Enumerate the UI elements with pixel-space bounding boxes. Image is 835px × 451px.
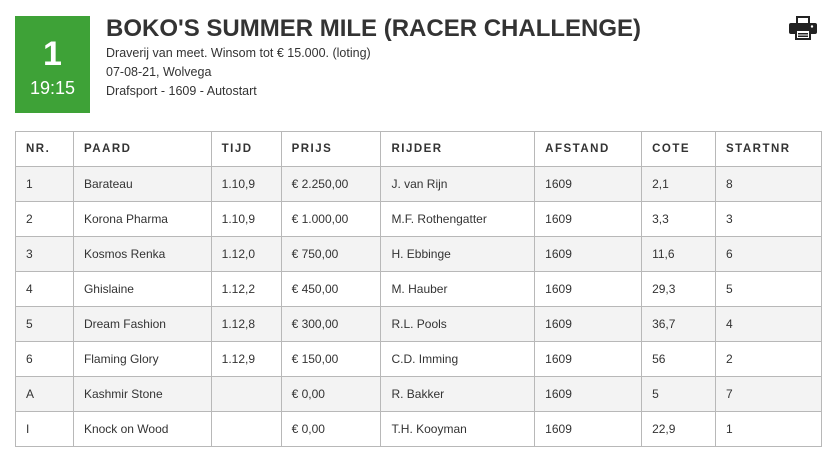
cell-prize: € 150,00 bbox=[281, 342, 381, 377]
cell-distance: 1609 bbox=[535, 237, 642, 272]
table-row bbox=[16, 342, 822, 377]
table-row bbox=[16, 412, 822, 447]
cell-nr: 2 bbox=[16, 202, 74, 237]
table-row bbox=[16, 202, 822, 237]
printer-icon bbox=[789, 16, 817, 40]
cell-time bbox=[211, 377, 281, 412]
race-time: 19:15 bbox=[29, 78, 76, 98]
cell-start-number: 5 bbox=[716, 272, 822, 307]
cell-nr: 1 bbox=[16, 167, 74, 202]
race-description: Draverij van meet. Winsom tot € 15.000. (loting) bbox=[106, 46, 371, 60]
cell-nr: 6 bbox=[16, 342, 74, 377]
cell-driver: R.L. Pools bbox=[381, 307, 535, 342]
cell-horse: Ghislaine bbox=[73, 272, 211, 307]
cell-distance: 1609 bbox=[535, 412, 642, 447]
cell-start-number: 4 bbox=[716, 307, 822, 342]
cell-prize: € 300,00 bbox=[281, 307, 381, 342]
cell-odds: 56 bbox=[642, 342, 716, 377]
cell-nr: 4 bbox=[16, 272, 74, 307]
cell-horse: Korona Pharma bbox=[73, 202, 211, 237]
cell-odds: 2,1 bbox=[642, 167, 716, 202]
cell-time: 1.12,2 bbox=[211, 272, 281, 307]
cell-prize: € 0,00 bbox=[281, 412, 381, 447]
cell-odds: 3,3 bbox=[642, 202, 716, 237]
column-header: COTE bbox=[642, 132, 716, 167]
cell-start-number: 2 bbox=[716, 342, 822, 377]
cell-horse: Knock on Wood bbox=[73, 412, 211, 447]
cell-distance: 1609 bbox=[535, 377, 642, 412]
column-header: PAARD bbox=[73, 132, 211, 167]
race-badge bbox=[15, 16, 90, 113]
cell-odds: 22,9 bbox=[642, 412, 716, 447]
cell-prize: € 2.250,00 bbox=[281, 167, 381, 202]
cell-horse: Dream Fashion bbox=[73, 307, 211, 342]
cell-distance: 1609 bbox=[535, 307, 642, 342]
cell-distance: 1609 bbox=[535, 167, 642, 202]
cell-time: 1.12,9 bbox=[211, 342, 281, 377]
cell-prize: € 750,00 bbox=[281, 237, 381, 272]
cell-nr: A bbox=[16, 377, 74, 412]
table-row bbox=[16, 272, 822, 307]
column-header: PRIJS bbox=[281, 132, 381, 167]
cell-odds: 5 bbox=[642, 377, 716, 412]
column-header: STARTNR bbox=[716, 132, 822, 167]
cell-driver: H. Ebbinge bbox=[381, 237, 535, 272]
race-title: BOKO'S SUMMER MILE (RACER CHALLENGE) bbox=[106, 15, 642, 42]
race-details: Drafsport - 1609 - Autostart bbox=[106, 84, 257, 98]
cell-distance: 1609 bbox=[535, 342, 642, 377]
cell-odds: 11,6 bbox=[642, 237, 716, 272]
print-button[interactable] bbox=[789, 16, 817, 40]
cell-start-number: 6 bbox=[716, 237, 822, 272]
table-row bbox=[16, 307, 822, 342]
cell-prize: € 450,00 bbox=[281, 272, 381, 307]
cell-distance: 1609 bbox=[535, 202, 642, 237]
cell-nr: I bbox=[16, 412, 74, 447]
cell-driver: R. Bakker bbox=[381, 377, 535, 412]
table-row bbox=[16, 167, 822, 202]
column-header: AFSTAND bbox=[535, 132, 642, 167]
cell-prize: € 0,00 bbox=[281, 377, 381, 412]
cell-driver: M.F. Rothengatter bbox=[381, 202, 535, 237]
cell-driver: T.H. Kooyman bbox=[381, 412, 535, 447]
cell-nr: 5 bbox=[16, 307, 74, 342]
cell-driver: C.D. Imming bbox=[381, 342, 535, 377]
cell-odds: 36,7 bbox=[642, 307, 716, 342]
cell-horse: Kashmir Stone bbox=[73, 377, 211, 412]
column-header: TIJD bbox=[211, 132, 281, 167]
cell-time: 1.12,8 bbox=[211, 307, 281, 342]
cell-horse: Flaming Glory bbox=[73, 342, 211, 377]
table-row bbox=[16, 377, 822, 412]
cell-horse: Kosmos Renka bbox=[73, 237, 211, 272]
column-header: NR. bbox=[16, 132, 74, 167]
table-row bbox=[16, 237, 822, 272]
table-header-row bbox=[16, 132, 822, 167]
cell-start-number: 3 bbox=[716, 202, 822, 237]
cell-distance: 1609 bbox=[535, 272, 642, 307]
race-header bbox=[106, 14, 641, 101]
race-number: 1 bbox=[43, 35, 62, 73]
cell-time bbox=[211, 412, 281, 447]
cell-time: 1.10,9 bbox=[211, 202, 281, 237]
cell-prize: € 1.000,00 bbox=[281, 202, 381, 237]
cell-nr: 3 bbox=[16, 237, 74, 272]
race-date-location: 07-08-21, Wolvega bbox=[106, 65, 212, 79]
cell-driver: J. van Rijn bbox=[381, 167, 535, 202]
column-header: RIJDER bbox=[381, 132, 535, 167]
cell-horse: Barateau bbox=[73, 167, 211, 202]
cell-driver: M. Hauber bbox=[381, 272, 535, 307]
cell-time: 1.10,9 bbox=[211, 167, 281, 202]
cell-time: 1.12,0 bbox=[211, 237, 281, 272]
cell-start-number: 1 bbox=[716, 412, 822, 447]
cell-odds: 29,3 bbox=[642, 272, 716, 307]
results-table bbox=[15, 131, 822, 447]
cell-start-number: 8 bbox=[716, 167, 822, 202]
cell-start-number: 7 bbox=[716, 377, 822, 412]
